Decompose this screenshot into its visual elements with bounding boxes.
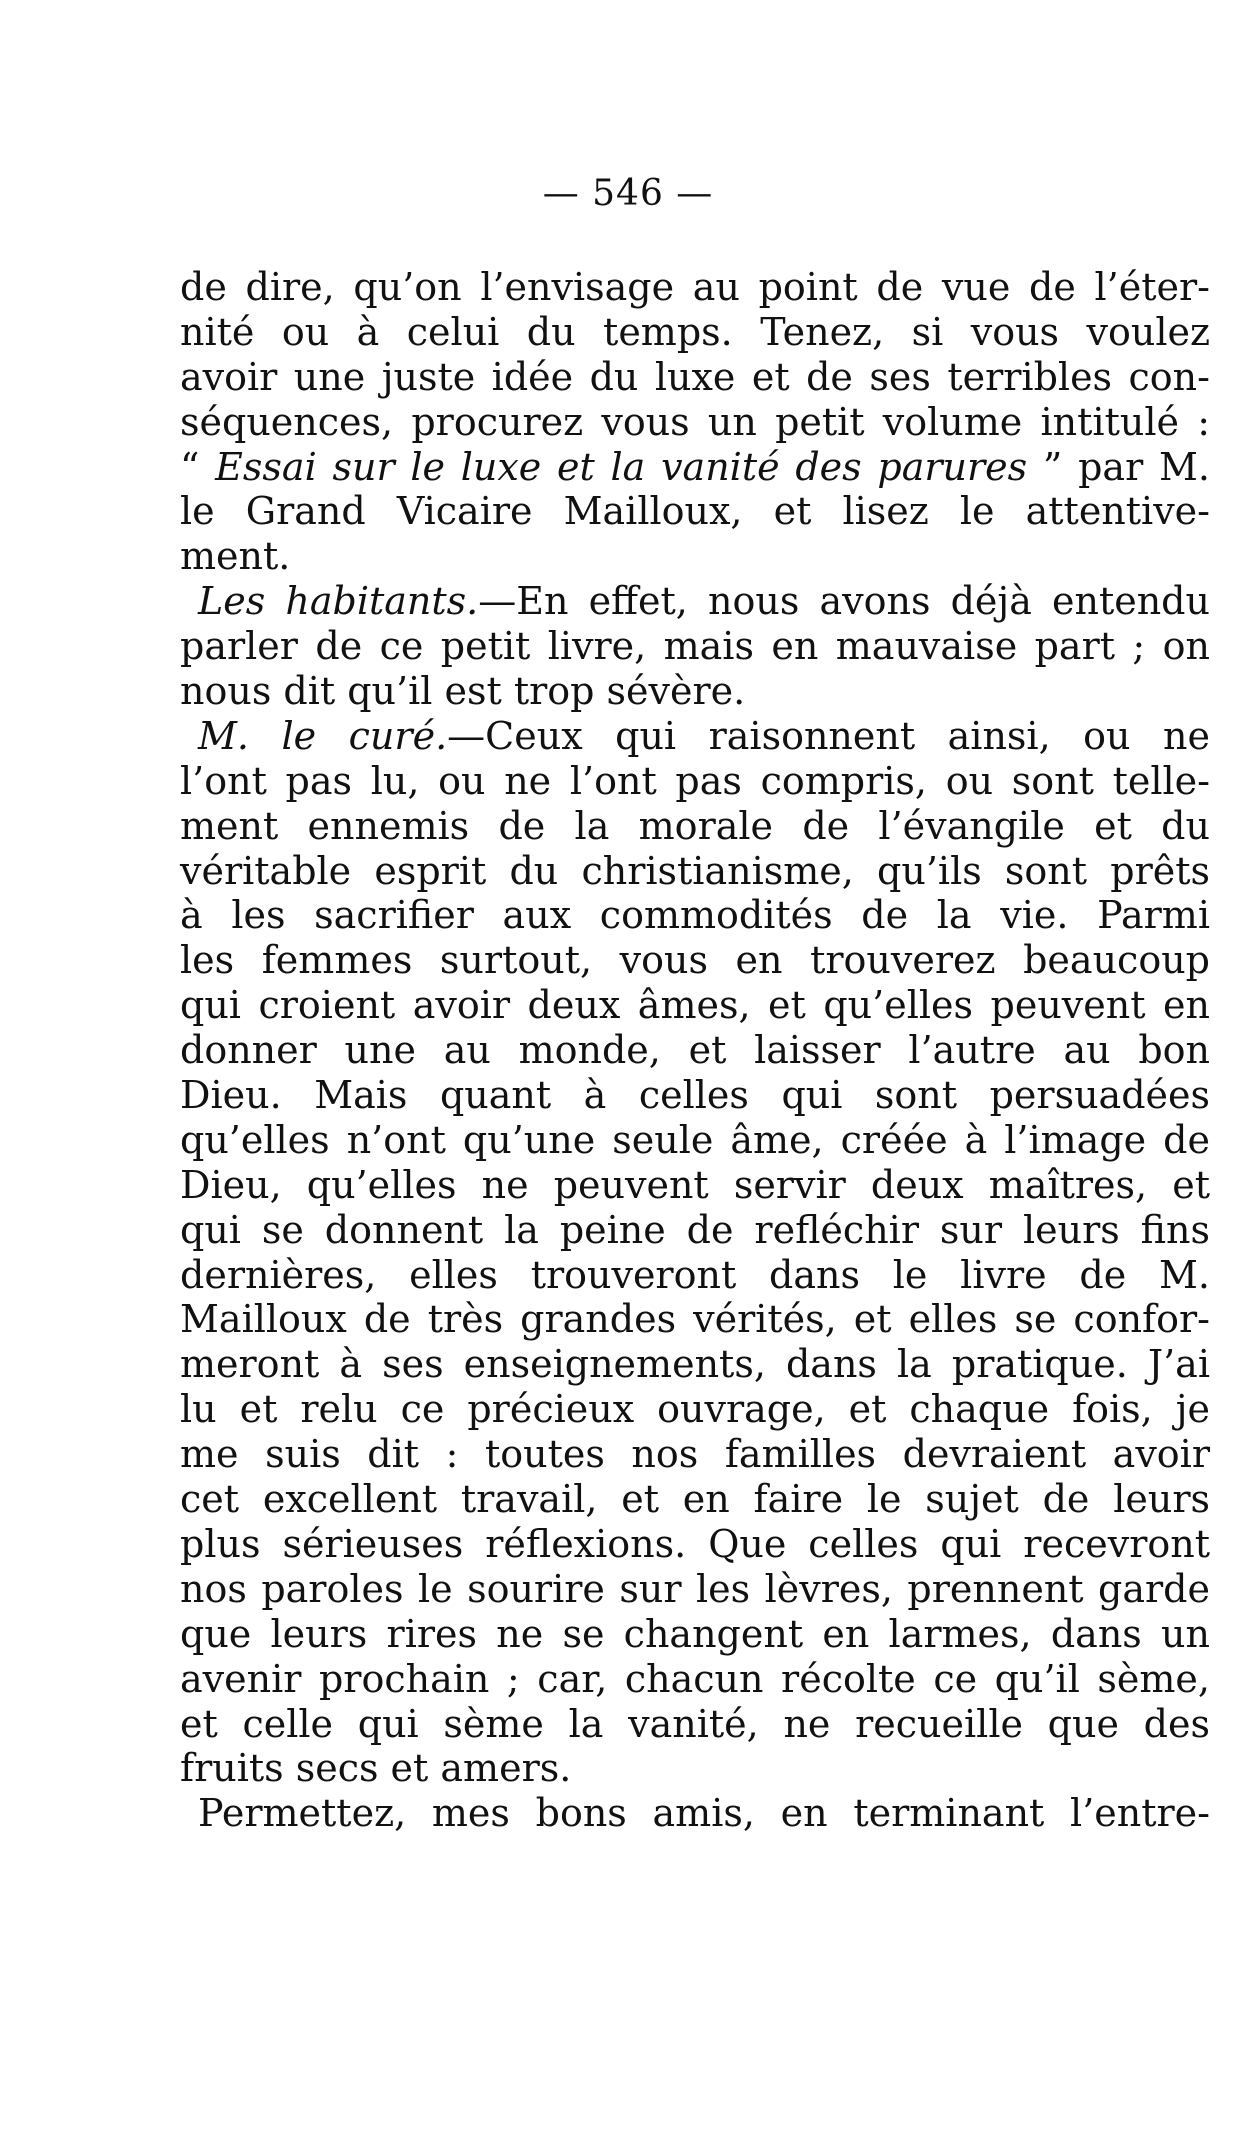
text-segment: ” par M. — [1027, 444, 1210, 489]
text-segment: Permettez, mes bons amis, en terminant l’entre- — [198, 1791, 1210, 1836]
text-segment: nos paroles le sourire sur les lèvres, prennent garde — [180, 1566, 1210, 1611]
text-segment: les femmes surtout, vous en trouverez beaucoup — [180, 938, 1210, 983]
text-segment: séquences, procurez vous un petit volume intitulé : — [180, 399, 1210, 444]
text-line — [180, 1253, 1210, 1298]
text-segment: qui croient avoir deux âmes, et qu’elles peuvent en — [180, 983, 1210, 1028]
text-segment: qui se donnent la peine de refléchir sur leurs fins — [180, 1207, 1210, 1252]
text-line — [180, 1567, 1210, 1612]
text-segment: plus sérieuses réflexions. Que celles qui recevront — [180, 1521, 1210, 1566]
text-segment: avenir prochain ; car, chacun récolte ce qu’il sème, — [180, 1656, 1210, 1701]
text-segment: que leurs rires ne se changent en larmes, dans un — [180, 1611, 1210, 1656]
body-text — [180, 265, 1210, 1836]
text-segment: fruits secs et amers. — [180, 1746, 572, 1791]
text-line — [180, 310, 1210, 355]
text-segment: “ — [180, 444, 216, 489]
text-line — [180, 1522, 1210, 1567]
text-line — [180, 1477, 1210, 1522]
italic-text: M. le curé. — [198, 713, 448, 758]
text-segment: et celle qui sème la vanité, ne recueille que des — [180, 1701, 1210, 1746]
text-line — [180, 714, 1210, 759]
text-line — [180, 400, 1210, 445]
text-segment: dernières, elles trouveront dans le livre de M. — [180, 1252, 1210, 1297]
text-segment: ment. — [180, 534, 291, 579]
text-line — [180, 1702, 1210, 1747]
text-line — [180, 1208, 1210, 1253]
text-line — [180, 1297, 1210, 1342]
text-line — [180, 534, 1210, 579]
text-line — [180, 804, 1210, 849]
text-segment: Dieu. Mais quant à celles qui sont persuadées — [180, 1073, 1210, 1118]
text-line — [180, 669, 1210, 714]
text-segment: nous dit qu’il est trop sévère. — [180, 669, 746, 714]
text-segment: —Ceux qui raisonnent ainsi, ou ne — [447, 713, 1210, 758]
text-segment: le Grand Vicaire Mailloux, et lisez le attentive- — [180, 489, 1210, 534]
italic-text: Essai sur le luxe et la vanité des parures — [215, 444, 1028, 489]
text-segment: qu’elles n’ont qu’une seule âme, créée à l’image de — [180, 1117, 1210, 1162]
text-segment: Dieu, qu’elles ne peuvent servir deux maîtres, et — [180, 1162, 1210, 1207]
text-segment: lu et relu ce précieux ouvrage, et chaque fois, je — [180, 1387, 1210, 1432]
text-line — [180, 759, 1210, 804]
text-line — [180, 1432, 1210, 1477]
text-line — [180, 1387, 1210, 1432]
text-line — [180, 983, 1210, 1028]
text-line — [180, 1118, 1210, 1163]
text-line — [180, 624, 1210, 669]
text-line — [180, 893, 1210, 938]
text-line — [180, 1746, 1210, 1791]
text-line — [180, 355, 1210, 400]
text-segment: me suis dit : toutes nos familles devraient avoir — [180, 1432, 1210, 1477]
text-segment: meront à ses enseignements, dans la pratique. J’ai — [180, 1342, 1210, 1387]
text-line — [180, 1657, 1210, 1702]
text-segment: Mailloux de très grandes vérités, et elles se confor- — [180, 1297, 1210, 1342]
text-segment: parler de ce petit livre, mais en mauvaise part ; on — [180, 624, 1210, 669]
text-line — [180, 1342, 1210, 1387]
text-segment: nité ou à celui du temps. Tenez, si vous voulez — [180, 309, 1210, 354]
text-segment: cet excellent travail, et en faire le sujet de leurs — [180, 1477, 1210, 1522]
text-segment: donner une au monde, et laisser l’autre au bon — [180, 1028, 1210, 1073]
text-line — [180, 1612, 1210, 1657]
page-number: — 546 — — [542, 173, 714, 214]
text-line — [180, 938, 1210, 983]
text-line — [180, 445, 1210, 490]
text-segment: avoir une juste idée du luxe et de ses terribles con- — [180, 354, 1210, 399]
text-line — [180, 1163, 1210, 1208]
text-segment: —En effet, nous avons déjà entendu — [478, 579, 1210, 624]
text-line — [180, 1791, 1210, 1836]
text-line — [180, 849, 1210, 894]
text-line — [180, 579, 1210, 624]
text-line — [180, 489, 1210, 534]
italic-text: Les habitants. — [198, 579, 479, 624]
text-segment: l’ont pas lu, ou ne l’ont pas compris, ou sont telle- — [180, 758, 1210, 803]
text-line — [180, 265, 1210, 310]
text-segment: ment ennemis de la morale de l’évangile et du — [180, 803, 1210, 848]
text-line — [180, 1073, 1210, 1118]
text-segment: à les sacrifier aux commodités de la vie. Parmi — [180, 893, 1210, 938]
text-segment: de dire, qu’on l’envisage au point de vue de l’éter- — [180, 265, 1210, 309]
text-line — [180, 1028, 1210, 1073]
text-segment: véritable esprit du christianisme, qu’ils sont prêts — [180, 848, 1210, 893]
